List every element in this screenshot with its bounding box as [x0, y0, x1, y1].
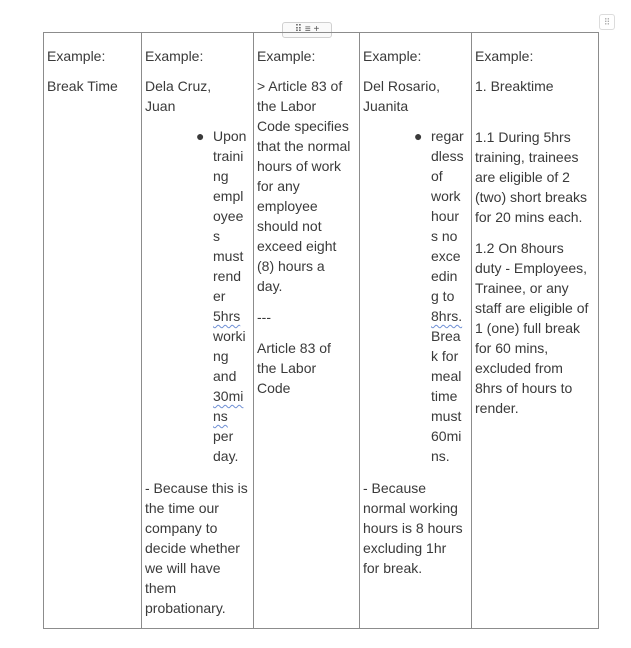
cell-text: > Article 83 of the Labor Code specifies that the normal hours of work for any employee should not exceed eight (8) hours a day. — [257, 78, 351, 294]
paragraph-1: 1.1 During 5hrs training, trainees are eligible of 2 (two) short breaks for 20 mins each. — [475, 129, 588, 225]
bullet-icon: ● — [414, 128, 423, 144]
list-item: 1. Breaktime — [475, 78, 554, 94]
reference-text: Article 83 of the Labor Code — [257, 340, 331, 396]
column-header: Example: — [145, 48, 204, 64]
add-icon[interactable]: + — [313, 24, 320, 35]
drag-handle-icon[interactable]: ⠿ — [294, 24, 303, 35]
cell-note: - Because this is the time our company to decide whether we will have them probationary. — [145, 480, 248, 616]
table-column-4[interactable] — [359, 33, 471, 628]
align-icon[interactable]: ≡ — [304, 24, 311, 35]
block-handle-icon[interactable]: ⠿ — [599, 14, 615, 30]
column-header: Example: — [363, 48, 422, 64]
table-column-1[interactable] — [44, 33, 141, 628]
cell-name: Del Rosario, Juanita — [363, 78, 441, 114]
bullet-icon: ● — [196, 128, 205, 144]
table-column-2[interactable] — [141, 33, 253, 628]
column-header: Example: — [47, 48, 106, 64]
paragraph-2: 1.2 On 8hours duty - Employees, Trainee, or any staff are eligible of 1 (one) full break for 60 mins, excluded from 8hrs of hours to render. — [475, 240, 589, 416]
bullet-text: regar dless of work hour s no exce edin g to 8hrs. Brea k for meal time must 60mi ns. — [431, 128, 464, 464]
bullet-item — [414, 126, 471, 466]
bullet-item — [196, 126, 249, 466]
bullet-text: Upon traini ng empl oyee s must rend er 5hrs worki ng and 30mi ns per day. — [213, 128, 247, 464]
table — [43, 32, 599, 629]
cell-name: Dela Cruz, Juan — [145, 78, 212, 114]
cell-text: Break Time — [47, 78, 118, 94]
cell-note: - Because normal working hours is 8 hours excluding 1hr for break. — [363, 480, 463, 576]
divider-text: --- — [257, 309, 271, 325]
table-column-5[interactable] — [471, 33, 600, 628]
column-header: Example: — [257, 48, 316, 64]
table-column-3[interactable] — [253, 33, 359, 628]
column-header: Example: — [475, 48, 534, 64]
